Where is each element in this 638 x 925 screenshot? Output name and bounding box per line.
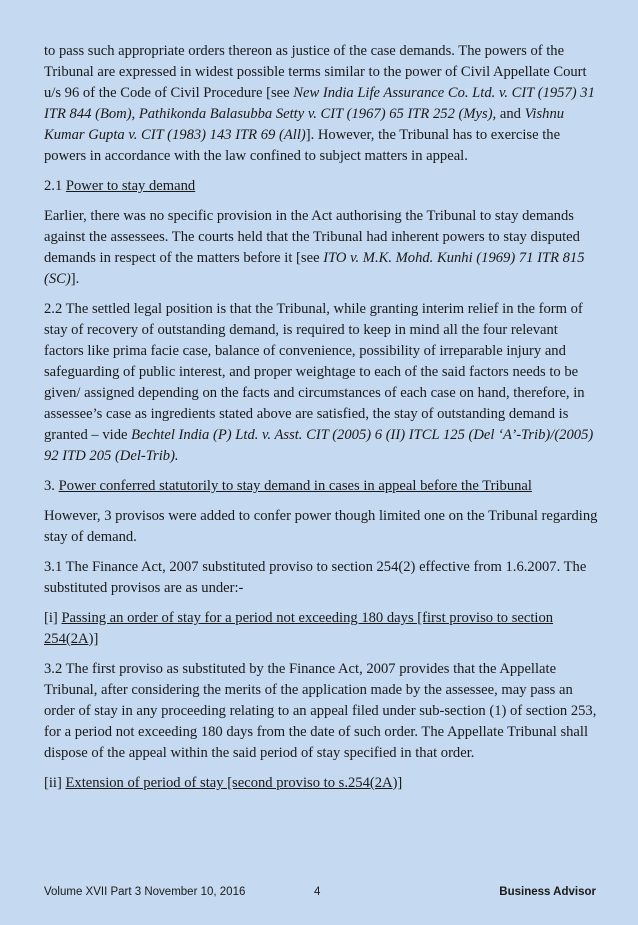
subheading-ii: [ii] Extension of period of stay [second proviso to s.254(2A)] — [44, 775, 403, 791]
paragraph-3-2: 3.2 The first proviso as substituted by the Finance Act, 2007 provides that the Appellate Tribunal, after considering the merits of the application made by the assessee, may pass an order of stay in any proceeding relating to an appeal filed under sub-section (1) of section 253, for a period not exceeding 180 days from the date of such order. The Appellate Tribunal shall dispose of the appeal within the said period of stay specified in that order. — [44, 661, 597, 761]
paragraph-2-2: 2.2 The settled legal position is that the Tribunal, while granting interim relief in the form of stay of recovery of outstanding demand, is required to keep in mind all the four relevant factors like prima facie case, balance of convenience, possibility of irreparable injury and safeguarding of public interest, and proper weightage to each of the said factors needs to be given/ assigned depending on the facts and circumstances of each case on hand, therefore, in assessee’s case as ingredients stated above are satisfied, the stay of outstanding demand is granted – vide Bechtel India (P) Ltd. v. Asst. CIT (2005) 6 (II) ITCL 125 (Del ‘A’-Trib)/(2005) 92 ITD 205 (Del-Trib). — [44, 301, 594, 464]
footer-publication: Business Advisor — [499, 886, 596, 898]
section-heading-3: 3. Power conferred statutorily to stay demand in cases in appeal before the Tribunal — [44, 478, 532, 494]
paragraph-provisos: However, 3 provisos were added to confer power though limited one on the Tribunal regarding stay of demand. — [44, 508, 598, 545]
case-citation: Bechtel India (P) Ltd. v. Asst. CIT (2005) 6 (II) ITCL 125 (Del ‘A’-Trib)/(2005) 92 ITD 205 (Del-Trib). — [44, 427, 594, 464]
subheading-i: [i] Passing an order of stay for a period not exceeding 180 days [first proviso to section 254(2A)] — [44, 610, 554, 647]
footer-volume: Volume XVII Part 3 November 10, 2016 — [44, 886, 246, 898]
case-citation: ITO v. M.K. Mohd. Kunhi (1969) 71 ITR 815 (SC) — [44, 250, 585, 287]
case-citation: Vishnu Kumar Gupta v. CIT (1983) 143 ITR 69 (All) — [44, 106, 565, 143]
paragraph-tribunal-powers: to pass such appropriate orders thereon as justice of the case demands. The powers of the Tribunal are expressed in widest possible terms similar to the power of Civil Appellate Court u/s 96 of the Code of Civil Procedure [see New India Life Assurance Co. Ltd. v. CIT (1957) 31 ITR 844 (Bom), Pathikonda Balasubba Setty v. CIT (1967) 65 ITR 252 (Mys), and Vishnu Kumar Gupta v. CIT (1983) 143 ITR 69 (All)]. However, the Tribunal has to exercise the powers in accordance with the law confined to subject matters in appeal. — [44, 43, 595, 164]
section-heading-2-1: 2.1 Power to stay demand — [44, 178, 196, 194]
paragraph-3-1: 3.1 The Finance Act, 2007 substituted proviso to section 254(2) effective from 1.6.2007. The substituted provisos are as under:- — [44, 559, 587, 596]
case-citation: New India Life Assurance Co. Ltd. v. CIT (1957) 31 ITR 844 (Bom), Pathikonda Balasubba Setty v. CIT (1967) 65 ITR 252 (Mys), — [44, 85, 595, 122]
paragraph-inherent-powers: Earlier, there was no specific provision in the Act authorising the Tribunal to stay demands against the assessees. The courts held that the Tribunal had inherent powers to stay disputed demands in respect of the matters before it [see ITO v. M.K. Mohd. Kunhi (1969) 71 ITR 815 (SC)]. — [44, 208, 585, 287]
document-body — [44, 41, 600, 803]
footer-page-number: 4 — [314, 886, 321, 898]
